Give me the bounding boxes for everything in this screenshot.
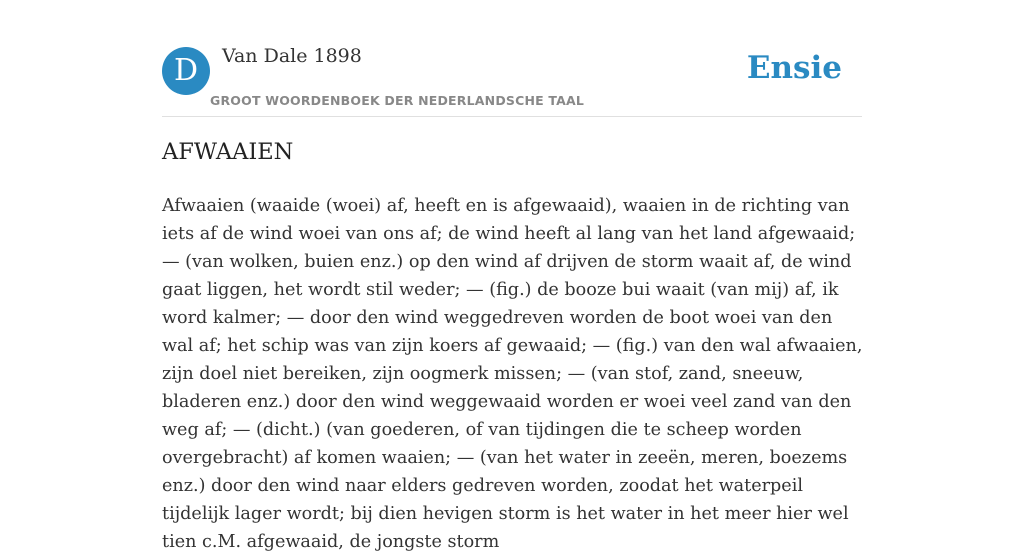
brand-logo-link[interactable]: Ensie bbox=[746, 50, 842, 86]
source-title-link[interactable]: Van Dale 1898 bbox=[222, 45, 362, 67]
source-logo-icon[interactable]: D bbox=[162, 47, 210, 95]
entry-definition: Afwaaien (waaide (woei) af, heeft en is afgewaaid), waaien in de richting van iets af de wind woei van ons af; de wind heeft al lang van het land afgewaaid; — (van wolken, buien enz.) op den wind af drijven de storm waait af, de wind gaat liggen, het wordt stil weder; — (fig.) de booze bui waait (van mij) af, ik word kalmer; — door den wind weggedreven worden de boot woei van den wal af; het schip was van zijn koers af gewaaid; — (fig.) van den wal afwaaien, zijn doel niet bereiken, zijn oogmerk missen; — (van stof, zand, sneeuw, bladeren enz.) door den wind weggewaaid worden er woei veel zand van den weg af; — (dicht.) (van goederen, of van tijdingen die te scheep worden overgebracht) af komen waaien; — (van het water in zeeën, meren, boezems enz.) door den wind naar elders gedreven worden, zoodat het waterpeil tijdelijk lager wordt; bij dien hevigen storm is het water in het meer hier wel tien c.M. afgewaaid, de jongste storm bbox=[162, 196, 863, 552]
source-subtitle: GROOT WOORDENBOEK DER NEDERLANDSCHE TAAL bbox=[210, 93, 585, 108]
header bbox=[162, 0, 862, 117]
entry-headword: AFWAAIEN bbox=[162, 139, 294, 165]
